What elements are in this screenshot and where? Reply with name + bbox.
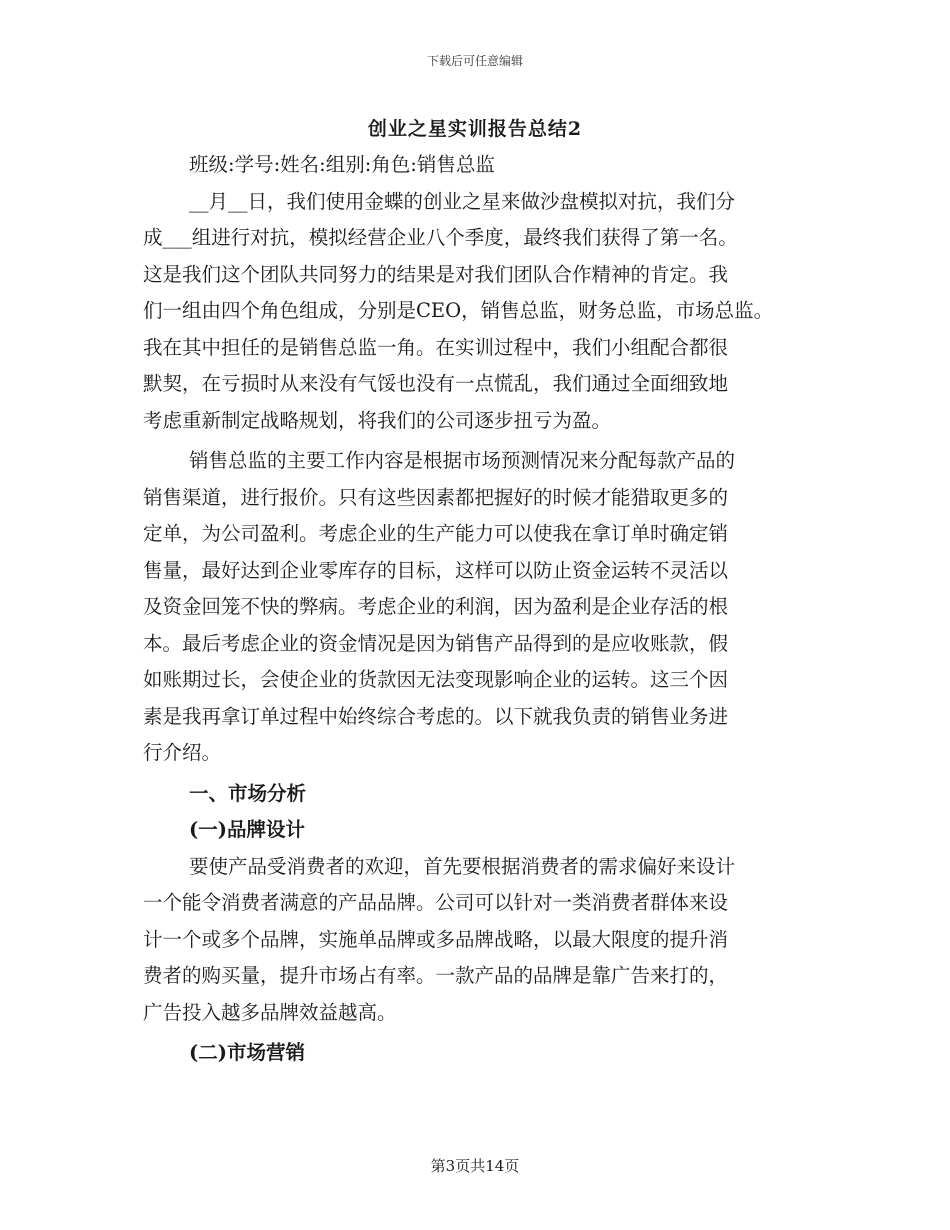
page-header-note: 下载后可任意编辑 — [426, 54, 523, 68]
paragraph-2-line-2: 销售渠道，进行报价。只有这些因素都把握好的时候才能猎取更多的 — [143, 485, 729, 509]
paragraph-3-line-4: 费者的购买量，提升市场占有率。一款产品的品牌是靠广告来打的， — [143, 964, 729, 987]
paragraph-2-line-9: 行介绍。 — [143, 741, 222, 764]
paragraph-1-line-1: __月__日，我们使用金蝶的创业之星来做沙盘模拟对抗，我们分 — [189, 189, 736, 213]
paragraph-2-line-7: 如账期过长，会使企业的货款因无法变现影响企业的运转。这三个因 — [143, 668, 729, 691]
subsection-heading-marketing: (二)市场营销 — [189, 1041, 305, 1064]
paragraph-2-line-8: 素是我再拿订单过程中始终综合考虑的。以下就我负责的销售业务进 — [143, 704, 729, 728]
document-body — [143, 147, 823, 1072]
paragraph-2-line-1: 销售总监的主要工作内容是根据市场预测情况来分配每款产品的 — [189, 449, 736, 472]
paragraph-1-line-2: 成___组进行对抗，模拟经营企业八个季度，最终我们获得了第一名。 — [143, 226, 738, 249]
paragraph-2-line-4: 售量，最好达到企业零库存的目标，这样可以防止资金运转不灵活以 — [143, 558, 729, 582]
subsection-heading-brand-design: (一)品牌设计 — [189, 818, 305, 841]
paragraph-2-line-3: 定单，为公司盈利。考虑企业的生产能力可以使我在拿订单时确定销 — [143, 522, 729, 545]
class-info-line: 班级:学号:姓名:组别:角色:销售总监 — [189, 153, 495, 176]
paragraph-1-line-5: 我在其中担任的是销售总监一角。在实训过程中，我们小组配合都很 — [143, 335, 729, 359]
paragraph-3-line-3: 计一个或多个品牌，实施单品牌或多品牌战略，以最大限度的提升消 — [143, 927, 729, 951]
paragraph-1-line-7: 考虑重新制定战略规划，将我们的公司逐步扭亏为盈。 — [143, 408, 612, 432]
paragraph-2-line-6: 本。最后考虑企业的资金情况是因为销售产品得到的是应收账款，假 — [143, 631, 729, 655]
section-heading-market-analysis: 一、市场分析 — [189, 781, 307, 805]
page-number-footer: 第3页共14页 — [430, 1157, 520, 1175]
paragraph-1-line-6: 默契，在亏损时从来没有气馁也没有一点慌乱，我们通过全面细致地 — [143, 372, 729, 395]
paragraph-3-line-5: 广告投入越多品牌效益越高。 — [143, 1000, 397, 1024]
document-title: 创业之星实训报告总结2 — [367, 118, 583, 140]
paragraph-3-line-2: 一个能令消费者满意的产品品牌。公司可以针对一类消费者群体来设 — [143, 891, 729, 914]
paragraph-3-line-1: 要使产品受消费者的欢迎，首先要根据消费者的需求偏好来设计 — [189, 854, 736, 878]
paragraph-2-line-5: 及资金回笼不快的弊病。考虑企业的利润，因为盈利是企业存活的根 — [143, 595, 729, 618]
paragraph-1-line-4: 们一组由四个角色组成，分别是CEO，销售总监，财务总监，市场总监。 — [143, 299, 774, 322]
paragraph-1-line-3: 这是我们这个团队共同努力的结果是对我们团队合作精神的肯定。我 — [143, 262, 729, 286]
